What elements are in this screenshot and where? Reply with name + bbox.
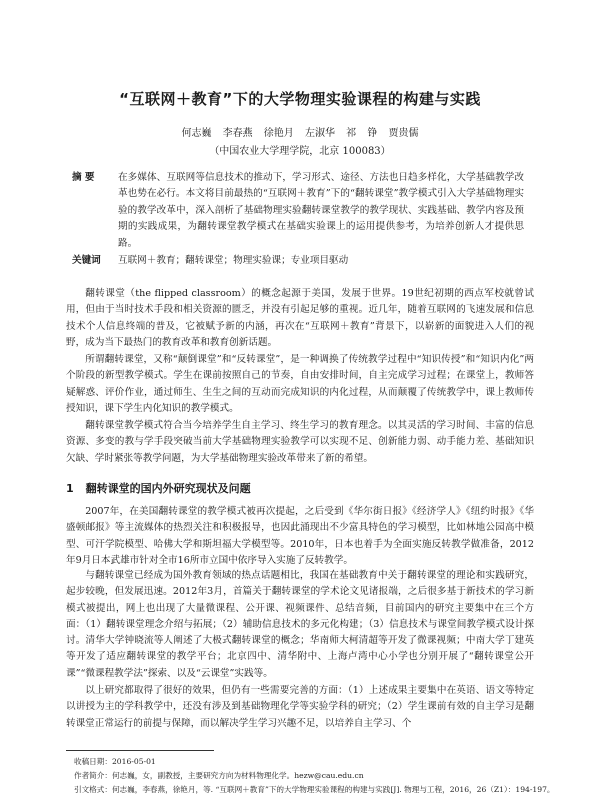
footnote-citation: 引文格式：何志巍，李春燕，徐艳月，等. “互联网＋教育”下的大学物理实验课程的构建与实践[J]. 物理与工程，2016，26（Z1）：194-197。 — [74, 785, 555, 794]
section-paragraph-1: 2007年，在美国翻转课堂的教学模式被再次提起，之后受到《华尔街日报》《经济学人》《纽约时报》《华盛顿邮报》等主流媒体的热烈关注和积极报导，也因此涌现出不少富具特色的学习模型，比如林地公园高中模型、可汗学院模型、哈佛大学和斯坦福大学模型等。2010年，日本也着手为全面实施反转教学做准备，2012年9月日本武雄市针对全市16所市立国中依序导入实施了反转教学。 — [66, 506, 534, 566]
intro-paragraph-2: 所谓翻转课堂，又称“颠倒课堂”和“反转课堂”，是一种调换了传统教学过程中“知识传授”和“知识内化”两个阶段的新型教学模式。学生在课前按照自己的节奏，自由安排时间，自主完成学习过程；在课堂上，教师答疑解惑、评价作业，通过师生、生生之间的互动而完成知识的内化过程，从而颠覆了传统教学中，课上教师传授知识，课下学生内化知识的教学模式。 — [66, 354, 534, 414]
intro-paragraph-3: 翻转课堂教学模式符合当今培养学生自主学习、终生学习的教育理念。以其灵活的学习时间、丰富的信息资源、多变的教与学手段突破当前大学基础物理实验教学可以实现不足、创新能力弱、动手能力差、基础知识欠缺、学时紧张等教学问题，为大学基础物理实验改革带来了新的希望。 — [66, 420, 534, 464]
abstract-text: 在多媒体、互联网等信息技术的推动下，学习形式、途径、方法也日趋多样化，大学基础教学改革也势在必行。本文将目前最热的“互联网＋教育”下的“翻转课堂”教学模式引入大学基础物理实验的教学改革中，深入剖析了基础物理实验翻转课堂教学的教学现状、实践基础、教学内容及预期的实践成果，为翻转课堂教学模式在基础实验课上的运用提供参考，为培养创新人才提供思路。 — [118, 172, 524, 249]
keywords-label: 关键词 — [72, 255, 101, 266]
section-title: 翻转课堂的国内外研究现状及问题 — [85, 482, 251, 495]
footnote-author-info: 作者简介：何志巍，女，副教授，主要研究方向为材料物理化学。hezw@cau.edu.cn — [74, 771, 364, 780]
affiliation: （中国农业大学理学院，北京 100083） — [209, 146, 391, 157]
abstract-block — [72, 170, 524, 252]
author-list: 何志巍 李春燕 徐艳月 左淑华 祁 铮 贾贵儒 — [181, 128, 419, 139]
section-paragraph-3: 以上研究都取得了很好的效果，但仍有一些需要完善的方面：（1）上述成果主要集中在英语、语文等特定以讲授为主的学科教学中，还没有涉及到基础物理化学等实验学科的研究；（2）学生课前有效的自主学习是翻转课堂正常运行的前提与保障，而以解决学生学习兴趣不足，以培养自主学习、个 — [66, 685, 534, 729]
paper-title: “互联网＋教育”下的大学物理实验课程的构建与实践 — [119, 90, 481, 108]
footnote-divider — [66, 750, 214, 751]
section-number: 1 — [66, 482, 74, 495]
abstract-label: 摘 要 — [72, 172, 95, 183]
intro-paragraph-1: 翻转课堂（the flipped classroom）的概念起源于美国，发展于世界。19世纪初期的西点军校就曾试用，但由于当时技术手段和相关资源的匮乏，并没有引起足够的重视。近几年，随着互联网的飞速发展和信息技术个人信息终端的普及，它被赋予新的内涵，再次在“互联网＋教育”背景下，以崭新的面貌进入人们的视野，成为当下最热门的教育改革和教育创新话题。 — [66, 288, 534, 348]
footnote-received-date: 收稿日期：2016-05-01 — [74, 757, 156, 766]
keywords-text: 互联网＋教育；翻转课堂；物理实验课；专业项目驱动 — [118, 255, 349, 266]
section-heading — [66, 480, 251, 496]
section-paragraph-2: 与翻转课堂已经成为国外教育领域的热点话题相比，我国在基础教育中关于翻转课堂的理论和实践研究，起步较晚，但发展迅速。2012年3月，首篇关于翻转课堂的学术论文见诸报端，之后很多基于新技术的学习新模式被提出，网上也出现了大量微课程、公开课、视频课件、总结音频，目前国内的研究主要集中在三个方面：（1）翻转课堂理念介绍与拓展；（2）辅助信息技术的多元化构建；（3）信息技术与课堂间教学模式设计探讨。清华大学钟晓流等人阐述了大极式翻转课堂的概念；华南师大柯清超等开发了微课视频；中南大学丁建英等开发了适应翻转课堂的教学平台；北京四中、清华附中、上海卢湾中心小学也分别开展了“翻转课堂公开课”“微课程教学法”探索、以及“云课堂”实践等。 — [66, 570, 534, 679]
keywords-block — [72, 252, 524, 266]
